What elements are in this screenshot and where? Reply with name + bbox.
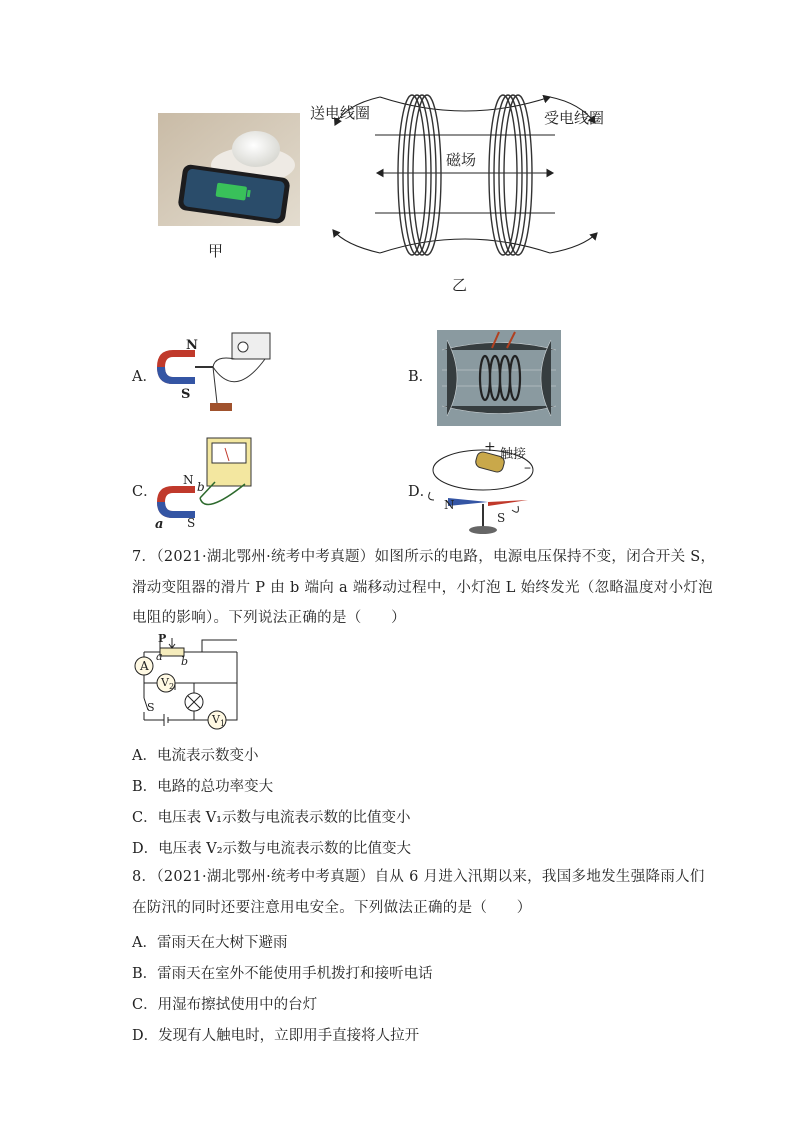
q7-circuit-V1-sub: 1 — [219, 719, 226, 729]
q7-line-1: 7．（2021·湖北鄂州·统考中考真题）如图所示的电路，电源电压保持不变，闭合开关 S， — [132, 549, 716, 565]
option-c-figure — [155, 436, 255, 531]
q7-option-c: C．电压表 V₁示数与电流表示数的比值变小 — [132, 810, 411, 826]
option-c-b: b — [197, 480, 205, 494]
q8-option-a: A．雷雨天在大树下避雨 — [132, 935, 288, 951]
q7-circuit-a: a — [156, 650, 163, 663]
q7-circuit-V2 — [161, 676, 174, 691]
q7-option-d: D．电压表 V₂示数与电流表示数的比值变大 — [132, 841, 412, 857]
receive-coil-label: 受电线圈 — [544, 109, 605, 127]
q8-option-c: C．用湿布擦拭使用中的台灯 — [132, 997, 318, 1013]
q8-option-d: D．发现有人触电时，立即用手直接将人拉开 — [132, 1028, 420, 1044]
option-a-S: S — [181, 387, 191, 402]
send-coil-label: 送电线圈 — [310, 104, 371, 122]
q7-circuit-V1-label: V — [212, 713, 220, 726]
q7-circuit-V2-label: V — [161, 676, 169, 689]
wireless-charger-photo — [158, 113, 300, 226]
q7-line-2: 滑动变阻器的滑片 P 由 b 端向 a 端移动过程中，小灯泡 L 始终发光（忽略温度对小灯泡 — [132, 580, 713, 596]
magnetic-field-label: 磁场 — [446, 151, 477, 169]
photo-caption: 甲 — [208, 242, 224, 260]
q7-circuit-A: A — [140, 659, 149, 673]
q8-line-1: 8．（2021·湖北鄂州·统考中考真题）自从 6 月进入汛期以来，我国多地发生强降雨人们 — [132, 869, 705, 885]
option-c-S: S — [187, 516, 196, 530]
option-c-letter: C． — [132, 484, 158, 500]
option-a-N: N — [186, 338, 198, 353]
q7-circuit-b: b — [181, 655, 189, 668]
q7-circuit-S: S — [147, 701, 155, 714]
option-c-a: a — [155, 517, 164, 532]
option-a-letter: A． — [132, 369, 157, 385]
q7-line-3: 电阻的影响）。下列说法正确的是（ ） — [132, 610, 406, 626]
q7-circuit-P: P — [158, 632, 167, 645]
q7-option-b: B．电路的总功率变大 — [132, 779, 274, 795]
option-d-N: N — [444, 498, 455, 512]
q7-option-a: A．电流表示数变小 — [132, 748, 259, 764]
option-c-N: N — [183, 473, 194, 487]
q8-line-2: 在防汛的同时还要注意用电安全。下列做法正确的是（ ） — [132, 900, 532, 916]
q7-circuit-V1 — [212, 713, 225, 728]
q7-circuit — [132, 630, 242, 730]
option-d-letter: D． — [408, 484, 435, 500]
q8-option-b: B．雷雨天在室外不能使用手机拨打和接听电话 — [132, 966, 433, 982]
option-d-minus: – — [524, 460, 531, 476]
coil-caption: 乙 — [452, 276, 468, 294]
option-d-S: S — [497, 511, 506, 525]
option-d-touch: 触接 — [500, 447, 527, 462]
option-a-figure — [155, 325, 275, 420]
option-d-plus: + — [484, 439, 496, 455]
option-b-letter: B． — [408, 369, 434, 385]
q7-circuit-V2-sub: 2 — [168, 682, 175, 692]
option-b-figure — [437, 330, 561, 426]
